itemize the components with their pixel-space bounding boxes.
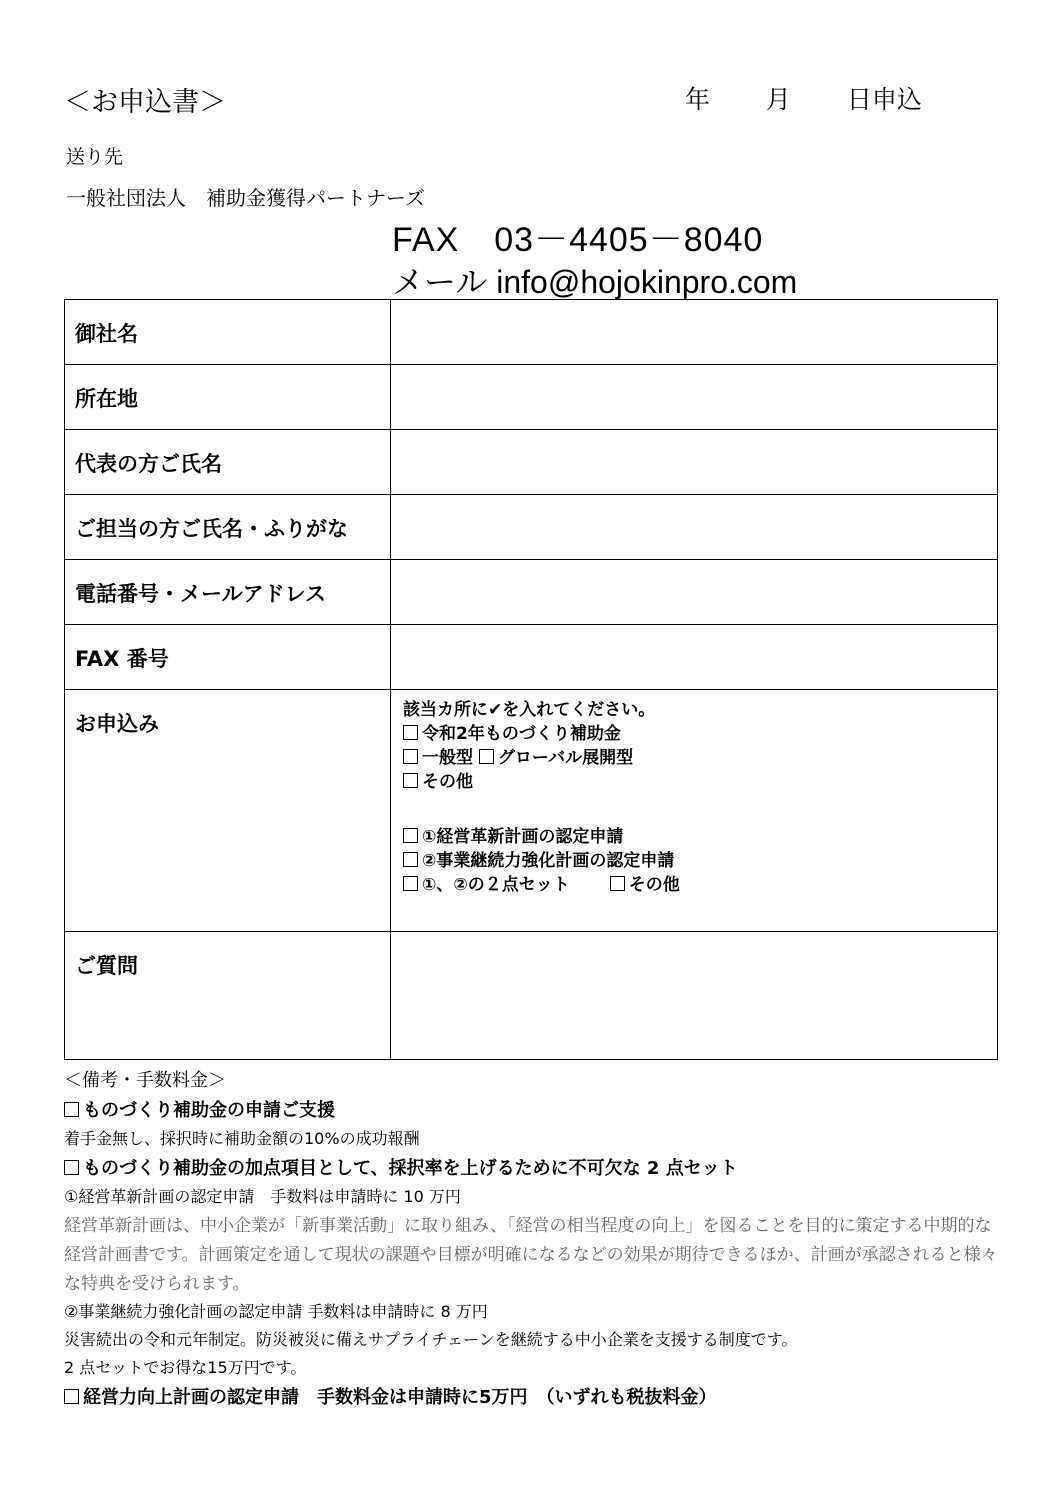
note-item2a-text: 経営革新計画は、中小企業が「新事業活動」に取り組み、「経営の相当程度の向上」を図ることを目的に策定する中期的な経営計画書です。計画策定を通して現状の課題や目標が明確になるなどの効果が期待できるほか、計画が承認されると様々な特典を受けられます。 xyxy=(64,1216,998,1294)
notes-heading: ＜備考・手数料金＞ xyxy=(64,1070,226,1091)
representative-label: 代表の方ご氏名 xyxy=(65,430,391,495)
note-item2b-title: ②事業継続力強化計画の認定申請 手数料は申請時に 8 万円 xyxy=(64,1302,488,1321)
checkbox-icon[interactable] xyxy=(403,749,418,764)
recipient-org: 一般社団法人 補助金獲得パートナーズ xyxy=(66,186,425,210)
form-row-phone-email xyxy=(65,560,998,625)
page-title: ＜お申込書＞ xyxy=(64,87,226,118)
checkbox-icon xyxy=(64,1389,79,1404)
application-instruction: 該当カ所に✔を入れてください。 xyxy=(403,700,656,720)
phone-email-label: 電話番号・メールアドレス xyxy=(65,560,391,625)
form-row-address xyxy=(65,365,998,430)
application-label: お申込み xyxy=(65,690,391,932)
note-item3-title: 経営力向上計画の認定申請 手数料金は申請時に5万円 （いずれも税抜料金） xyxy=(64,1383,1004,1413)
note-item1-title: ものづくり補助金の申請ご支援 xyxy=(64,1096,1004,1126)
form-row-fax xyxy=(65,625,998,690)
checkbox-icon[interactable] xyxy=(403,876,418,891)
company-name-field[interactable] xyxy=(391,300,998,365)
date-month-label: 月 xyxy=(765,85,791,114)
phone-email-field[interactable] xyxy=(391,560,998,625)
option-business-continuity[interactable]: ②事業継続力強化計画の認定申請 xyxy=(403,849,997,873)
application-options xyxy=(391,690,998,932)
option-type: 一般型 グローバル展開型 xyxy=(403,746,997,770)
representative-field[interactable] xyxy=(391,430,998,495)
contact-person-label: ご担当の方ご氏名・ふりがな xyxy=(65,495,391,560)
checkbox-icon[interactable] xyxy=(403,852,418,867)
fax-number-field[interactable] xyxy=(391,625,998,690)
option-management-innovation[interactable]: ①経営革新計画の認定申請 xyxy=(403,825,997,849)
checkbox-icon xyxy=(64,1160,79,1175)
note-item2-price: 2 点セットでお得な15万円です。 xyxy=(64,1358,307,1377)
option-set: ①、②の２点セット その他 xyxy=(403,873,997,897)
option-other-1[interactable]: その他 xyxy=(403,770,997,794)
checkbox-icon[interactable] xyxy=(403,828,418,843)
date-year-label: 年 xyxy=(685,85,711,114)
note-item1-text: 着手金無し、採択時に補助金額の10%の成功報酬 xyxy=(64,1129,420,1148)
question-field[interactable] xyxy=(391,932,998,1060)
notes-section xyxy=(64,1066,1004,1413)
form-row-company xyxy=(65,300,998,365)
question-label: ご質問 xyxy=(65,932,391,1060)
form-row-representative xyxy=(65,430,998,495)
recipient-mail: メール info@hojokinpro.com xyxy=(392,264,798,300)
fax-number-label: FAX 番号 xyxy=(65,625,391,690)
application-date xyxy=(685,80,922,116)
company-name-label: 御社名 xyxy=(65,300,391,365)
option-monozukuri[interactable]: 令和2年ものづくり補助金 xyxy=(403,722,997,746)
checkbox-icon xyxy=(64,1102,79,1117)
application-form-table xyxy=(64,299,998,1060)
checkbox-icon[interactable] xyxy=(403,725,418,740)
checkbox-icon[interactable] xyxy=(479,749,494,764)
note-item2a-title: ①経営革新計画の認定申請 手数料は申請時に 10 万円 xyxy=(64,1187,461,1206)
note-item2b-text: 災害続出の令和元年制定。防災被災に備えサプライチェーンを継続する中小企業を支援する制度です。 xyxy=(64,1330,798,1349)
address-field[interactable] xyxy=(391,365,998,430)
checkbox-icon[interactable] xyxy=(610,876,625,891)
form-row-question xyxy=(65,932,998,1060)
recipient-fax: FAX 03－4405－8040 xyxy=(392,221,764,259)
form-row-contact-person xyxy=(65,495,998,560)
address-label: 所在地 xyxy=(65,365,391,430)
recipient-label: 送り先 xyxy=(66,146,124,168)
date-day-label: 日申込 xyxy=(846,85,922,114)
form-row-application xyxy=(65,690,998,932)
note-item2-title: ものづくり補助金の加点項目として、採択率を上げるために不可欠な 2 点セット xyxy=(64,1154,1004,1184)
contact-person-field[interactable] xyxy=(391,495,998,560)
checkbox-icon[interactable] xyxy=(403,773,418,788)
